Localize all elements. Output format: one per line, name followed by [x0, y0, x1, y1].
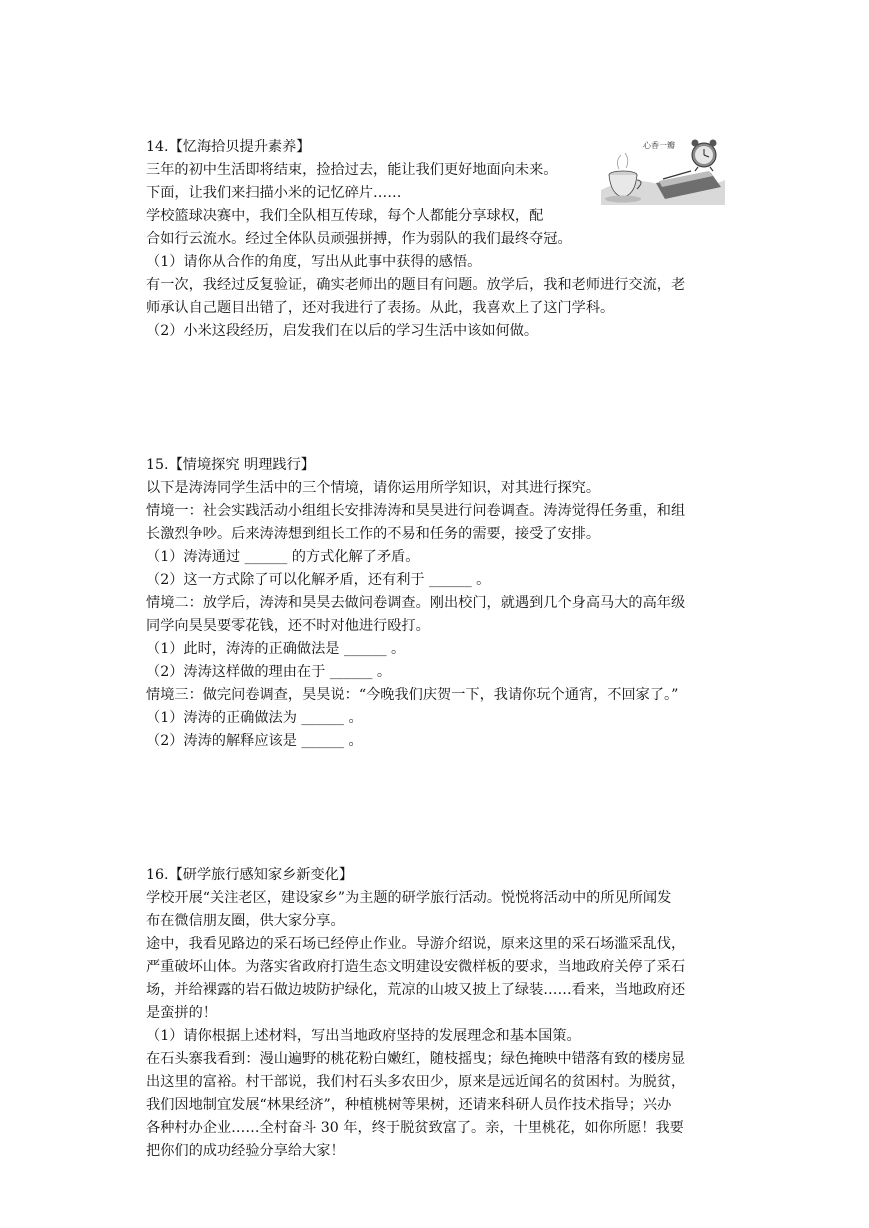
q14-line: （2）小米这段经历，启发我们在以后的学习生活中该如何做。	[146, 323, 539, 339]
q14-line: 师承认自己题目出错了，还对我进行了表扬。从此，我喜欢上了这门学科。	[146, 300, 615, 316]
q16-line: 布在微信朋友圈，供大家分享。	[146, 913, 345, 929]
q15-line: 同学向昊昊要零花钱，还不时对他进行殴打。	[146, 618, 430, 634]
q15-line: （1）涛涛通过 ______ 的方式化解了矛盾。	[146, 549, 420, 565]
q16-line: 在石头寨我看到：漫山遍野的桃花粉白嫩红，随枝摇曳；绿色掩映中错落有致的楼房显	[146, 1051, 686, 1067]
q16-line: 严重破坏山体。为落实省政府打造生态文明建设安微样板的要求，当地政府关停了采石	[146, 959, 686, 975]
q14-line: 学校篮球决赛中，我们全队相互传球，每个人都能分享球权，配	[146, 208, 544, 224]
q15-line: 以下是涛涛同学生活中的三个情境，请你运用所学知识，对其进行探究。	[146, 480, 601, 496]
q16-line: （1）请你根据上述材料，写出当地政府坚持的发展理念和基本国策。	[146, 1028, 581, 1044]
q16-line: 场，并给裸露的岩石做边坡防护绿化，荒凉的山坡又披上了绿装……看来，当地政府还	[146, 982, 686, 998]
q16-line: 我们因地制宜发展“林果经济”，种植桃树等果树，还请来科研人员作技术指导；兴办	[146, 1097, 672, 1113]
q16-line: 是蛮拼的！	[146, 1005, 217, 1021]
q16-line: 各种村办企业……全村奋斗 30 年，终于脱贫致富了。亲，十里桃花，如你所愿！我要	[146, 1120, 684, 1136]
q15-title: 15.【情境探究 明理践行】	[146, 457, 315, 473]
q15-line: （2）这一方式除了可以化解矛盾，还有利于 ______ 。	[146, 572, 491, 588]
q16-title: 16.【研学旅行感知家乡新变化】	[146, 867, 354, 883]
illustration-caption: 心香一瓣	[643, 141, 675, 150]
q14-line: 有一次，我经过反复验证，确实老师出的题目有问题。放学后，我和老师进行交流，老	[146, 277, 686, 293]
q15-line: 情境二：放学后，涛涛和昊昊去做问卷调查。刚出校门，就遇到几个身高马大的高年级	[146, 595, 686, 611]
q16-line: 出这里的富裕。村干部说，我们村石头多农田少，原来是远近闻名的贫困村。为脱贫，	[146, 1074, 686, 1090]
q14-line: （1）请你从合作的角度，写出从此事中获得的感悟。	[146, 254, 482, 270]
q14-title: 14.【忆海拾贝提升素养】	[146, 139, 311, 155]
q15-line: （2）涛涛这样做的理由在于 ______ 。	[146, 664, 392, 680]
q14-line: 下面，让我们来扫描小米的记忆碎片……	[146, 185, 402, 201]
q15-line: 情境三：做完问卷调查，昊昊说：“今晚我们庆贺一下，我请你玩个通宵，不回家了。”	[146, 687, 679, 703]
q15-line: 情境一：社会实践活动小组组长安排涛涛和昊昊进行问卷调查。涛涛觉得任务重，和组	[146, 503, 686, 519]
q16-line: 把你们的成功经验分享给大家！	[146, 1143, 345, 1159]
q15-line: （1）此时，涛涛的正确做法是 ______ 。	[146, 641, 406, 657]
q14-line: 合如行云流水。经过全体队员顽强拼搏，作为弱队的我们最终夺冠。	[146, 231, 572, 247]
tea-book-clock-illustration	[601, 135, 725, 205]
q16-line: 学校开展“关注老区，建设家乡”为主题的研学旅行活动。悦悦将活动中的所见所闻发	[146, 890, 672, 906]
q14-line: 三年的初中生活即将结束，捡拾过去，能让我们更好地面向未来。	[146, 162, 558, 178]
q15-line: （2）涛涛的解释应该是 ______ 。	[146, 733, 363, 749]
q16-line: 途中，我看见路边的采石场已经停止作业。导游介绍说，原来这里的采石场滥采乱伐，	[146, 936, 686, 952]
q15-line: 长激烈争吵。后来涛涛想到组长工作的不易和任务的需要，接受了安排。	[146, 526, 601, 542]
q15-line: （1）涛涛的正确做法为 ______ 。	[146, 710, 363, 726]
